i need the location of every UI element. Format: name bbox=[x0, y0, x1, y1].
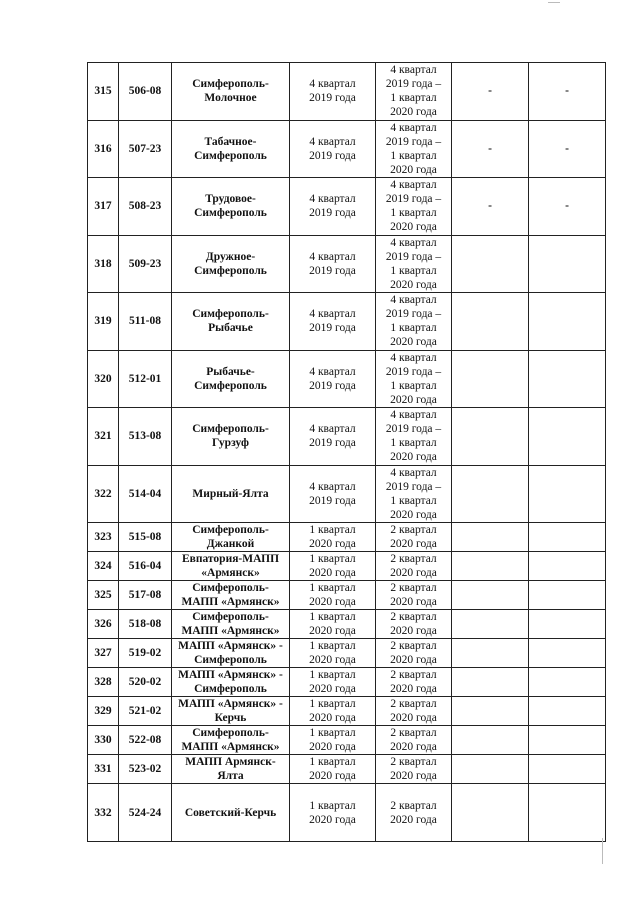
route-name-cell-line: Джанкой bbox=[206, 538, 255, 550]
table-row bbox=[88, 668, 606, 697]
end-period-cell-line: 1 квартал bbox=[390, 322, 437, 335]
extra-cell-2 bbox=[529, 408, 606, 466]
end-period-cell bbox=[376, 668, 452, 697]
end-period-cell-line: 1 квартал bbox=[390, 437, 437, 450]
route-name-cell-line: Мирный-Ялта bbox=[192, 487, 269, 500]
start-period-cell-line: 1 квартал bbox=[309, 727, 356, 739]
end-period-cell-line: 2020 года bbox=[390, 278, 437, 291]
end-period-cell-line: 4 квартал bbox=[390, 294, 437, 307]
end-period-cell bbox=[376, 235, 452, 293]
end-period-cell-line: 2 квартал bbox=[390, 582, 437, 594]
end-period-cell bbox=[376, 350, 452, 408]
route-name-cell-line: МАПП Армянск- bbox=[185, 756, 276, 768]
end-period-cell-line: 2020 года bbox=[390, 813, 437, 826]
start-period-cell bbox=[290, 697, 376, 726]
table-row bbox=[88, 639, 606, 668]
routes-table-body bbox=[88, 63, 606, 842]
end-period-cell-line: 2020 года bbox=[390, 741, 437, 753]
start-period-cell bbox=[290, 639, 376, 668]
extra-cell-1 bbox=[452, 639, 529, 668]
start-period-cell-line: 2019 года bbox=[309, 207, 356, 220]
end-period-cell-line: 2 квартал bbox=[390, 640, 437, 652]
route-name-cell bbox=[172, 465, 290, 523]
route-code-cell: 508-23 bbox=[119, 178, 172, 236]
routes-table bbox=[87, 62, 606, 842]
end-period-cell-line: 4 квартал bbox=[390, 409, 437, 422]
route-name-cell-line: МАПП «Армянск» - bbox=[178, 640, 283, 652]
route-code-cell: 516-04 bbox=[119, 552, 172, 581]
start-period-cell-line: 2019 года bbox=[309, 322, 356, 335]
start-period-cell-line: 4 квартал bbox=[309, 250, 356, 263]
table-row bbox=[88, 178, 606, 236]
start-period-cell-line: 4 квартал bbox=[309, 423, 356, 436]
start-period-cell bbox=[290, 465, 376, 523]
route-name-cell-line: Симферополь- bbox=[192, 727, 269, 739]
route-name-cell bbox=[172, 668, 290, 697]
start-period-cell-line: 2019 года bbox=[309, 149, 356, 162]
row-number-cell: 318 bbox=[88, 235, 119, 293]
end-period-cell-line: 2020 года bbox=[390, 508, 437, 521]
end-period-cell-line: 4 квартал bbox=[390, 64, 437, 77]
route-name-cell bbox=[172, 350, 290, 408]
end-period-cell bbox=[376, 178, 452, 236]
end-period-cell-line: 2019 года – bbox=[385, 365, 442, 378]
start-period-cell-line: 1 квартал bbox=[309, 669, 356, 681]
end-period-cell-line: 1 квартал bbox=[390, 149, 437, 162]
route-code-cell: 506-08 bbox=[119, 63, 172, 121]
end-period-cell bbox=[376, 552, 452, 581]
start-period-cell-line: 4 квартал bbox=[309, 135, 356, 148]
end-period-cell-line: 2020 года bbox=[390, 163, 437, 176]
end-period-cell-line: 2 квартал bbox=[390, 611, 437, 623]
start-period-cell-line: 1 квартал bbox=[309, 799, 356, 812]
route-name-cell bbox=[172, 293, 290, 351]
end-period-cell bbox=[376, 63, 452, 121]
route-name-cell-line: Советский-Керчь bbox=[184, 806, 277, 819]
extra-cell-1 bbox=[452, 293, 529, 351]
route-name-cell bbox=[172, 120, 290, 178]
end-period-cell-line: 1 квартал bbox=[390, 264, 437, 277]
row-number-cell: 329 bbox=[88, 697, 119, 726]
row-number-cell: 315 bbox=[88, 63, 119, 121]
row-number-cell: 319 bbox=[88, 293, 119, 351]
end-period-cell-line: 2020 года bbox=[390, 770, 437, 782]
start-period-cell-line: 1 квартал bbox=[309, 640, 356, 652]
route-name-cell-line: Керчь bbox=[214, 712, 247, 724]
start-period-cell-line: 2020 года bbox=[309, 741, 356, 753]
start-period-cell-line: 4 квартал bbox=[309, 193, 356, 206]
start-period-cell-line: 2020 года bbox=[309, 712, 356, 724]
extra-cell-2 bbox=[529, 465, 606, 523]
end-period-cell-line: 4 квартал bbox=[390, 236, 437, 249]
end-period-cell-line: 2019 года – bbox=[385, 480, 442, 493]
route-code-cell: 507-23 bbox=[119, 120, 172, 178]
extra-cell-2 bbox=[529, 784, 606, 842]
route-name-cell-line: Табачное- bbox=[204, 135, 257, 148]
end-period-cell bbox=[376, 726, 452, 755]
end-period-cell-line: 2 квартал bbox=[390, 553, 437, 565]
row-number-cell: 328 bbox=[88, 668, 119, 697]
route-name-cell-line: Молочное bbox=[204, 92, 257, 105]
end-period-cell bbox=[376, 610, 452, 639]
route-name-cell bbox=[172, 755, 290, 784]
route-code-cell: 517-08 bbox=[119, 581, 172, 610]
end-period-cell-line: 2 квартал bbox=[390, 669, 437, 681]
table-row bbox=[88, 610, 606, 639]
start-period-cell-line: 2020 года bbox=[309, 625, 356, 637]
route-name-cell bbox=[172, 235, 290, 293]
route-name-cell-line: Трудовое- bbox=[205, 193, 256, 206]
end-period-cell-line: 2 квартал bbox=[390, 524, 437, 536]
route-name-cell-line: Симферополь- bbox=[192, 78, 269, 91]
table-row bbox=[88, 523, 606, 552]
end-period-cell-line: 1 квартал bbox=[390, 92, 437, 105]
route-name-cell-line: Дружное- bbox=[205, 250, 256, 263]
end-period-cell-line: 2020 года bbox=[390, 336, 437, 349]
end-period-cell-line: 2019 года – bbox=[385, 423, 442, 436]
end-period-cell-line: 2 квартал bbox=[390, 727, 437, 739]
end-period-cell bbox=[376, 293, 452, 351]
start-period-cell bbox=[290, 235, 376, 293]
start-period-cell-line: 2020 года bbox=[309, 654, 356, 666]
extra-cell-2 bbox=[529, 755, 606, 784]
end-period-cell bbox=[376, 120, 452, 178]
extra-cell-1 bbox=[452, 581, 529, 610]
table-row bbox=[88, 726, 606, 755]
end-period-cell bbox=[376, 581, 452, 610]
start-period-cell-line: 1 квартал bbox=[309, 553, 356, 565]
table-row bbox=[88, 581, 606, 610]
route-name-cell-line: МАПП «Армянск» - bbox=[178, 698, 283, 710]
route-name-cell bbox=[172, 784, 290, 842]
extra-cell-2 bbox=[529, 610, 606, 639]
end-period-cell bbox=[376, 784, 452, 842]
route-name-cell-line: Гурзуф bbox=[212, 437, 249, 450]
row-number-cell: 320 bbox=[88, 350, 119, 408]
table-row bbox=[88, 784, 606, 842]
end-period-cell-line: 2020 года bbox=[390, 538, 437, 550]
end-period-cell-line: 2019 года – bbox=[385, 135, 442, 148]
table-row bbox=[88, 697, 606, 726]
route-name-cell bbox=[172, 610, 290, 639]
start-period-cell bbox=[290, 178, 376, 236]
route-name-cell bbox=[172, 726, 290, 755]
start-period-cell-line: 2019 года bbox=[309, 264, 356, 277]
route-name-cell-line: МАПП «Армянск» - bbox=[178, 669, 283, 681]
extra-cell-1 bbox=[452, 552, 529, 581]
start-period-cell-line: 2020 года bbox=[309, 683, 356, 695]
end-period-cell-line: 2020 года bbox=[390, 712, 437, 724]
start-period-cell bbox=[290, 755, 376, 784]
end-period-cell bbox=[376, 408, 452, 466]
end-period-cell-line: 2019 года – bbox=[385, 78, 442, 91]
route-code-cell: 513-08 bbox=[119, 408, 172, 466]
route-code-cell: 512-01 bbox=[119, 350, 172, 408]
row-number-cell: 325 bbox=[88, 581, 119, 610]
extra-cell-1 bbox=[452, 235, 529, 293]
end-period-cell-line: 2020 года bbox=[390, 567, 437, 579]
extra-cell-2: - bbox=[529, 178, 606, 236]
route-name-cell bbox=[172, 581, 290, 610]
extra-cell-2 bbox=[529, 697, 606, 726]
route-name-cell bbox=[172, 697, 290, 726]
row-number-cell: 317 bbox=[88, 178, 119, 236]
route-name-cell-line: «Армянск» bbox=[201, 567, 260, 579]
extra-cell-2 bbox=[529, 639, 606, 668]
extra-cell-1: - bbox=[452, 178, 529, 236]
end-period-cell bbox=[376, 755, 452, 784]
row-number-cell: 322 bbox=[88, 465, 119, 523]
route-name-cell bbox=[172, 63, 290, 121]
start-period-cell bbox=[290, 552, 376, 581]
route-name-cell-line: Ялта bbox=[217, 770, 244, 782]
extra-cell-1 bbox=[452, 465, 529, 523]
start-period-cell bbox=[290, 408, 376, 466]
start-period-cell bbox=[290, 523, 376, 552]
end-period-cell-line: 4 квартал bbox=[390, 121, 437, 134]
table-row bbox=[88, 552, 606, 581]
end-period-cell-line: 1 квартал bbox=[390, 207, 437, 220]
scan-artifact bbox=[548, 2, 560, 3]
scan-artifact bbox=[602, 838, 603, 864]
start-period-cell-line: 4 квартал bbox=[309, 308, 356, 321]
route-name-cell-line: МАПП «Армянск» bbox=[181, 625, 280, 637]
row-number-cell: 330 bbox=[88, 726, 119, 755]
start-period-cell-line: 2019 года bbox=[309, 437, 356, 450]
route-name-cell bbox=[172, 523, 290, 552]
route-name-cell bbox=[172, 639, 290, 668]
route-code-cell: 524-24 bbox=[119, 784, 172, 842]
table-row bbox=[88, 350, 606, 408]
start-period-cell bbox=[290, 63, 376, 121]
extra-cell-2 bbox=[529, 293, 606, 351]
route-name-cell-line: Симферополь- bbox=[192, 582, 269, 594]
start-period-cell-line: 2020 года bbox=[309, 567, 356, 579]
extra-cell-2 bbox=[529, 350, 606, 408]
end-period-cell-line: 4 квартал bbox=[390, 179, 437, 192]
end-period-cell bbox=[376, 523, 452, 552]
row-number-cell: 323 bbox=[88, 523, 119, 552]
extra-cell-1 bbox=[452, 697, 529, 726]
route-name-cell bbox=[172, 178, 290, 236]
table-row bbox=[88, 63, 606, 121]
route-name-cell-line: Рыбачье bbox=[208, 322, 253, 335]
start-period-cell-line: 1 квартал bbox=[309, 611, 356, 623]
route-name-cell-line: Симферополь- bbox=[192, 611, 269, 623]
table-row bbox=[88, 120, 606, 178]
row-number-cell: 326 bbox=[88, 610, 119, 639]
end-period-cell bbox=[376, 697, 452, 726]
end-period-cell-line: 2020 года bbox=[390, 106, 437, 119]
start-period-cell bbox=[290, 610, 376, 639]
row-number-cell: 321 bbox=[88, 408, 119, 466]
row-number-cell: 316 bbox=[88, 120, 119, 178]
route-code-cell: 523-02 bbox=[119, 755, 172, 784]
route-name-cell-line: Симферополь- bbox=[192, 423, 269, 436]
route-name-cell bbox=[172, 408, 290, 466]
route-code-cell: 518-08 bbox=[119, 610, 172, 639]
route-name-cell-line: МАПП «Армянск» bbox=[181, 741, 280, 753]
extra-cell-1: - bbox=[452, 120, 529, 178]
end-period-cell-line: 2 квартал bbox=[390, 799, 437, 812]
extra-cell-1 bbox=[452, 726, 529, 755]
start-period-cell bbox=[290, 350, 376, 408]
table-row bbox=[88, 465, 606, 523]
end-period-cell-line: 4 квартал bbox=[390, 466, 437, 479]
extra-cell-2: - bbox=[529, 120, 606, 178]
extra-cell-2 bbox=[529, 235, 606, 293]
route-code-cell: 520-02 bbox=[119, 668, 172, 697]
end-period-cell bbox=[376, 639, 452, 668]
extra-cell-1 bbox=[452, 784, 529, 842]
extra-cell-1 bbox=[452, 523, 529, 552]
start-period-cell-line: 2020 года bbox=[309, 770, 356, 782]
end-period-cell-line: 2020 года bbox=[390, 625, 437, 637]
table-row bbox=[88, 293, 606, 351]
start-period-cell bbox=[290, 784, 376, 842]
route-code-cell: 515-08 bbox=[119, 523, 172, 552]
table-row bbox=[88, 755, 606, 784]
end-period-cell-line: 2020 года bbox=[390, 393, 437, 406]
route-name-cell-line: Симферополь- bbox=[192, 308, 269, 321]
route-name-cell-line: Симферополь bbox=[194, 683, 267, 695]
route-name-cell-line: Симферополь bbox=[194, 207, 267, 220]
route-name-cell-line: Рыбачье- bbox=[206, 365, 255, 378]
extra-cell-2 bbox=[529, 552, 606, 581]
start-period-cell bbox=[290, 726, 376, 755]
start-period-cell-line: 2019 года bbox=[309, 379, 356, 392]
route-name-cell-line: Симферополь bbox=[194, 654, 267, 666]
start-period-cell-line: 2020 года bbox=[309, 813, 356, 826]
row-number-cell: 327 bbox=[88, 639, 119, 668]
table-row bbox=[88, 235, 606, 293]
row-number-cell: 332 bbox=[88, 784, 119, 842]
start-period-cell-line: 4 квартал bbox=[309, 78, 356, 91]
end-period-cell-line: 2019 года – bbox=[385, 193, 442, 206]
route-code-cell: 514-04 bbox=[119, 465, 172, 523]
end-period-cell-line: 1 квартал bbox=[390, 379, 437, 392]
end-period-cell-line: 2019 года – bbox=[385, 308, 442, 321]
extra-cell-1 bbox=[452, 350, 529, 408]
end-period-cell-line: 2020 года bbox=[390, 221, 437, 234]
start-period-cell-line: 2019 года bbox=[309, 494, 356, 507]
row-number-cell: 324 bbox=[88, 552, 119, 581]
route-name-cell-line: МАПП «Армянск» bbox=[181, 596, 280, 608]
extra-cell-2 bbox=[529, 581, 606, 610]
route-name-cell-line: Симферополь- bbox=[192, 524, 269, 536]
end-period-cell-line: 1 квартал bbox=[390, 494, 437, 507]
extra-cell-1 bbox=[452, 668, 529, 697]
end-period-cell-line: 2020 года bbox=[390, 683, 437, 695]
end-period-cell-line: 2020 года bbox=[390, 596, 437, 608]
start-period-cell-line: 2019 года bbox=[309, 92, 356, 105]
start-period-cell-line: 2020 года bbox=[309, 596, 356, 608]
route-code-cell: 519-02 bbox=[119, 639, 172, 668]
table-row bbox=[88, 408, 606, 466]
route-code-cell: 521-02 bbox=[119, 697, 172, 726]
start-period-cell bbox=[290, 293, 376, 351]
end-period-cell-line: 2 квартал bbox=[390, 698, 437, 710]
extra-cell-2 bbox=[529, 523, 606, 552]
extra-cell-1 bbox=[452, 408, 529, 466]
route-name-cell-line: Симферополь bbox=[194, 379, 267, 392]
start-period-cell-line: 4 квартал bbox=[309, 365, 356, 378]
end-period-cell-line: 2020 года bbox=[390, 451, 437, 464]
extra-cell-1 bbox=[452, 610, 529, 639]
start-period-cell-line: 1 квартал bbox=[309, 698, 356, 710]
end-period-cell bbox=[376, 465, 452, 523]
extra-cell-2: - bbox=[529, 63, 606, 121]
end-period-cell-line: 2019 года – bbox=[385, 250, 442, 263]
start-period-cell-line: 1 квартал bbox=[309, 756, 356, 768]
route-name-cell-line: Симферополь bbox=[194, 149, 267, 162]
extra-cell-2 bbox=[529, 726, 606, 755]
start-period-cell-line: 2020 года bbox=[309, 538, 356, 550]
route-code-cell: 511-08 bbox=[119, 293, 172, 351]
extra-cell-1: - bbox=[452, 63, 529, 121]
route-name-cell-line: Симферополь bbox=[194, 264, 267, 277]
end-period-cell-line: 2 квартал bbox=[390, 756, 437, 768]
start-period-cell-line: 1 квартал bbox=[309, 524, 356, 536]
route-name-cell bbox=[172, 552, 290, 581]
end-period-cell-line: 4 квартал bbox=[390, 351, 437, 364]
extra-cell-2 bbox=[529, 668, 606, 697]
start-period-cell bbox=[290, 668, 376, 697]
start-period-cell bbox=[290, 581, 376, 610]
row-number-cell: 331 bbox=[88, 755, 119, 784]
extra-cell-1 bbox=[452, 755, 529, 784]
start-period-cell bbox=[290, 120, 376, 178]
end-period-cell-line: 2020 года bbox=[390, 654, 437, 666]
route-code-cell: 522-08 bbox=[119, 726, 172, 755]
route-code-cell: 509-23 bbox=[119, 235, 172, 293]
start-period-cell-line: 4 квартал bbox=[309, 480, 356, 493]
start-period-cell-line: 1 квартал bbox=[309, 582, 356, 594]
route-name-cell-line: Евпатория-МАПП bbox=[181, 553, 280, 565]
